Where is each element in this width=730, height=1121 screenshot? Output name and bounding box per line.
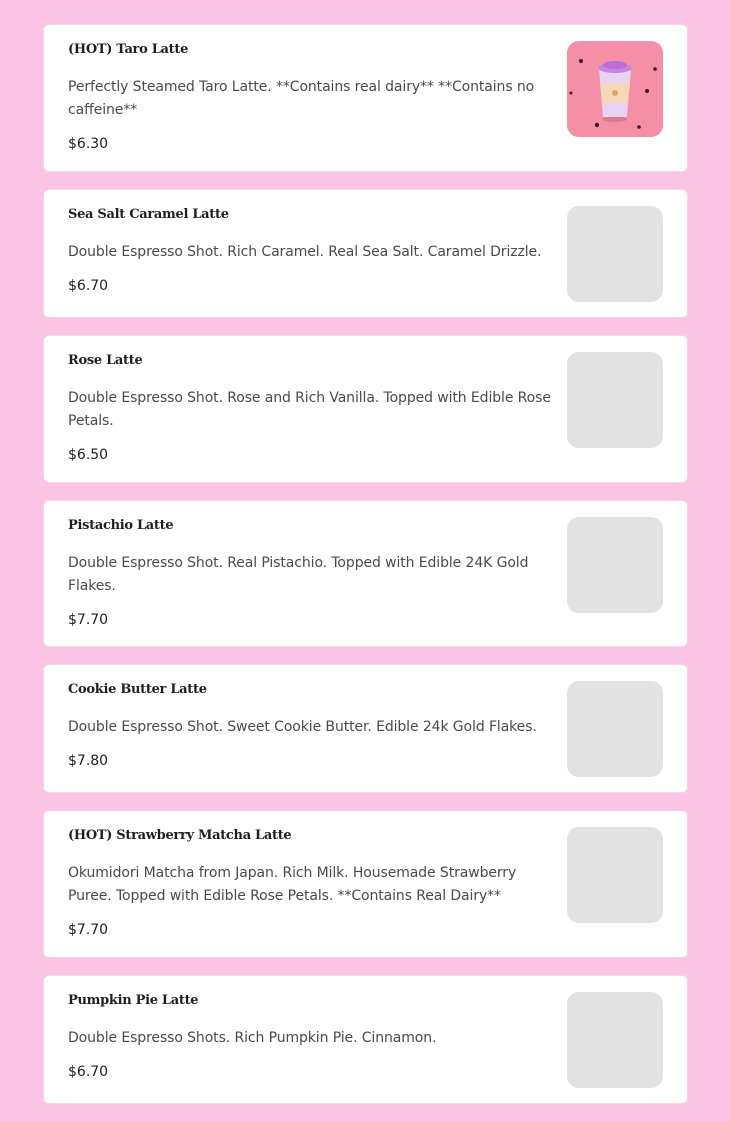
menu-item-price: $6.50 [68,447,109,463]
menu-item-price: $7.70 [68,612,109,628]
menu-item-name: Sea Salt Caramel Latte [68,207,229,222]
menu-item-image-placeholder[interactable] [567,681,663,777]
menu-item-description: Okumidori Matcha from Japan. Rich Milk. Housemade Strawberry Puree. Topped with Edible Rose Petals. **Contains Real Dairy** [68,865,517,904]
menu-item-card[interactable] [43,664,688,793]
menu-item-description: Double Espresso Shot. Rich Caramel. Real Sea Salt. Caramel Drizzle. [68,244,542,260]
menu-item-price: $6.70 [68,1064,109,1080]
menu-item-list [43,24,688,1121]
menu-item-name: Pumpkin Pie Latte [68,993,199,1008]
menu-item-card[interactable] [43,975,688,1104]
menu-item-description: Double Espresso Shots. Rich Pumpkin Pie. Cinnamon. [68,1030,437,1046]
menu-item-name: Cookie Butter Latte [68,682,207,697]
menu-item-price: $6.70 [68,278,109,294]
menu-item-description: Double Espresso Shot. Rose and Rich Vanilla. Topped with Edible Rose Petals. [68,390,551,429]
menu-item-price: $6.30 [68,136,109,152]
menu-item-card[interactable] [43,189,688,318]
menu-item-name: (HOT) Strawberry Matcha Latte [68,828,292,843]
menu-item-price: $7.80 [68,753,109,769]
menu-item-description: Perfectly Steamed Taro Latte. **Contains real dairy** **Contains no caffeine** [68,79,535,118]
menu-item-image-placeholder[interactable] [567,206,663,302]
menu-item-card[interactable] [43,24,688,172]
taro-latte-photo[interactable] [567,41,663,137]
menu-item-name: Pistachio Latte [68,518,174,533]
menu-item-image-placeholder[interactable] [567,517,663,613]
menu-item-name: (HOT) Taro Latte [68,42,189,57]
menu-item-image-placeholder[interactable] [567,992,663,1088]
menu-item-price: $7.70 [68,922,109,938]
menu-item-description: Double Espresso Shot. Real Pistachio. Topped with Edible 24K Gold Flakes. [68,555,529,594]
menu-item-card[interactable] [43,500,688,647]
menu-item-card[interactable] [43,810,688,958]
taro-latte-cup-image [567,41,663,137]
menu-item-description: Double Espresso Shot. Sweet Cookie Butter. Edible 24k Gold Flakes. [68,719,537,735]
menu-item-image-placeholder[interactable] [567,352,663,448]
menu-item-image-placeholder[interactable] [567,827,663,923]
menu-item-name: Rose Latte [68,353,143,368]
menu-item-card[interactable] [43,335,688,483]
